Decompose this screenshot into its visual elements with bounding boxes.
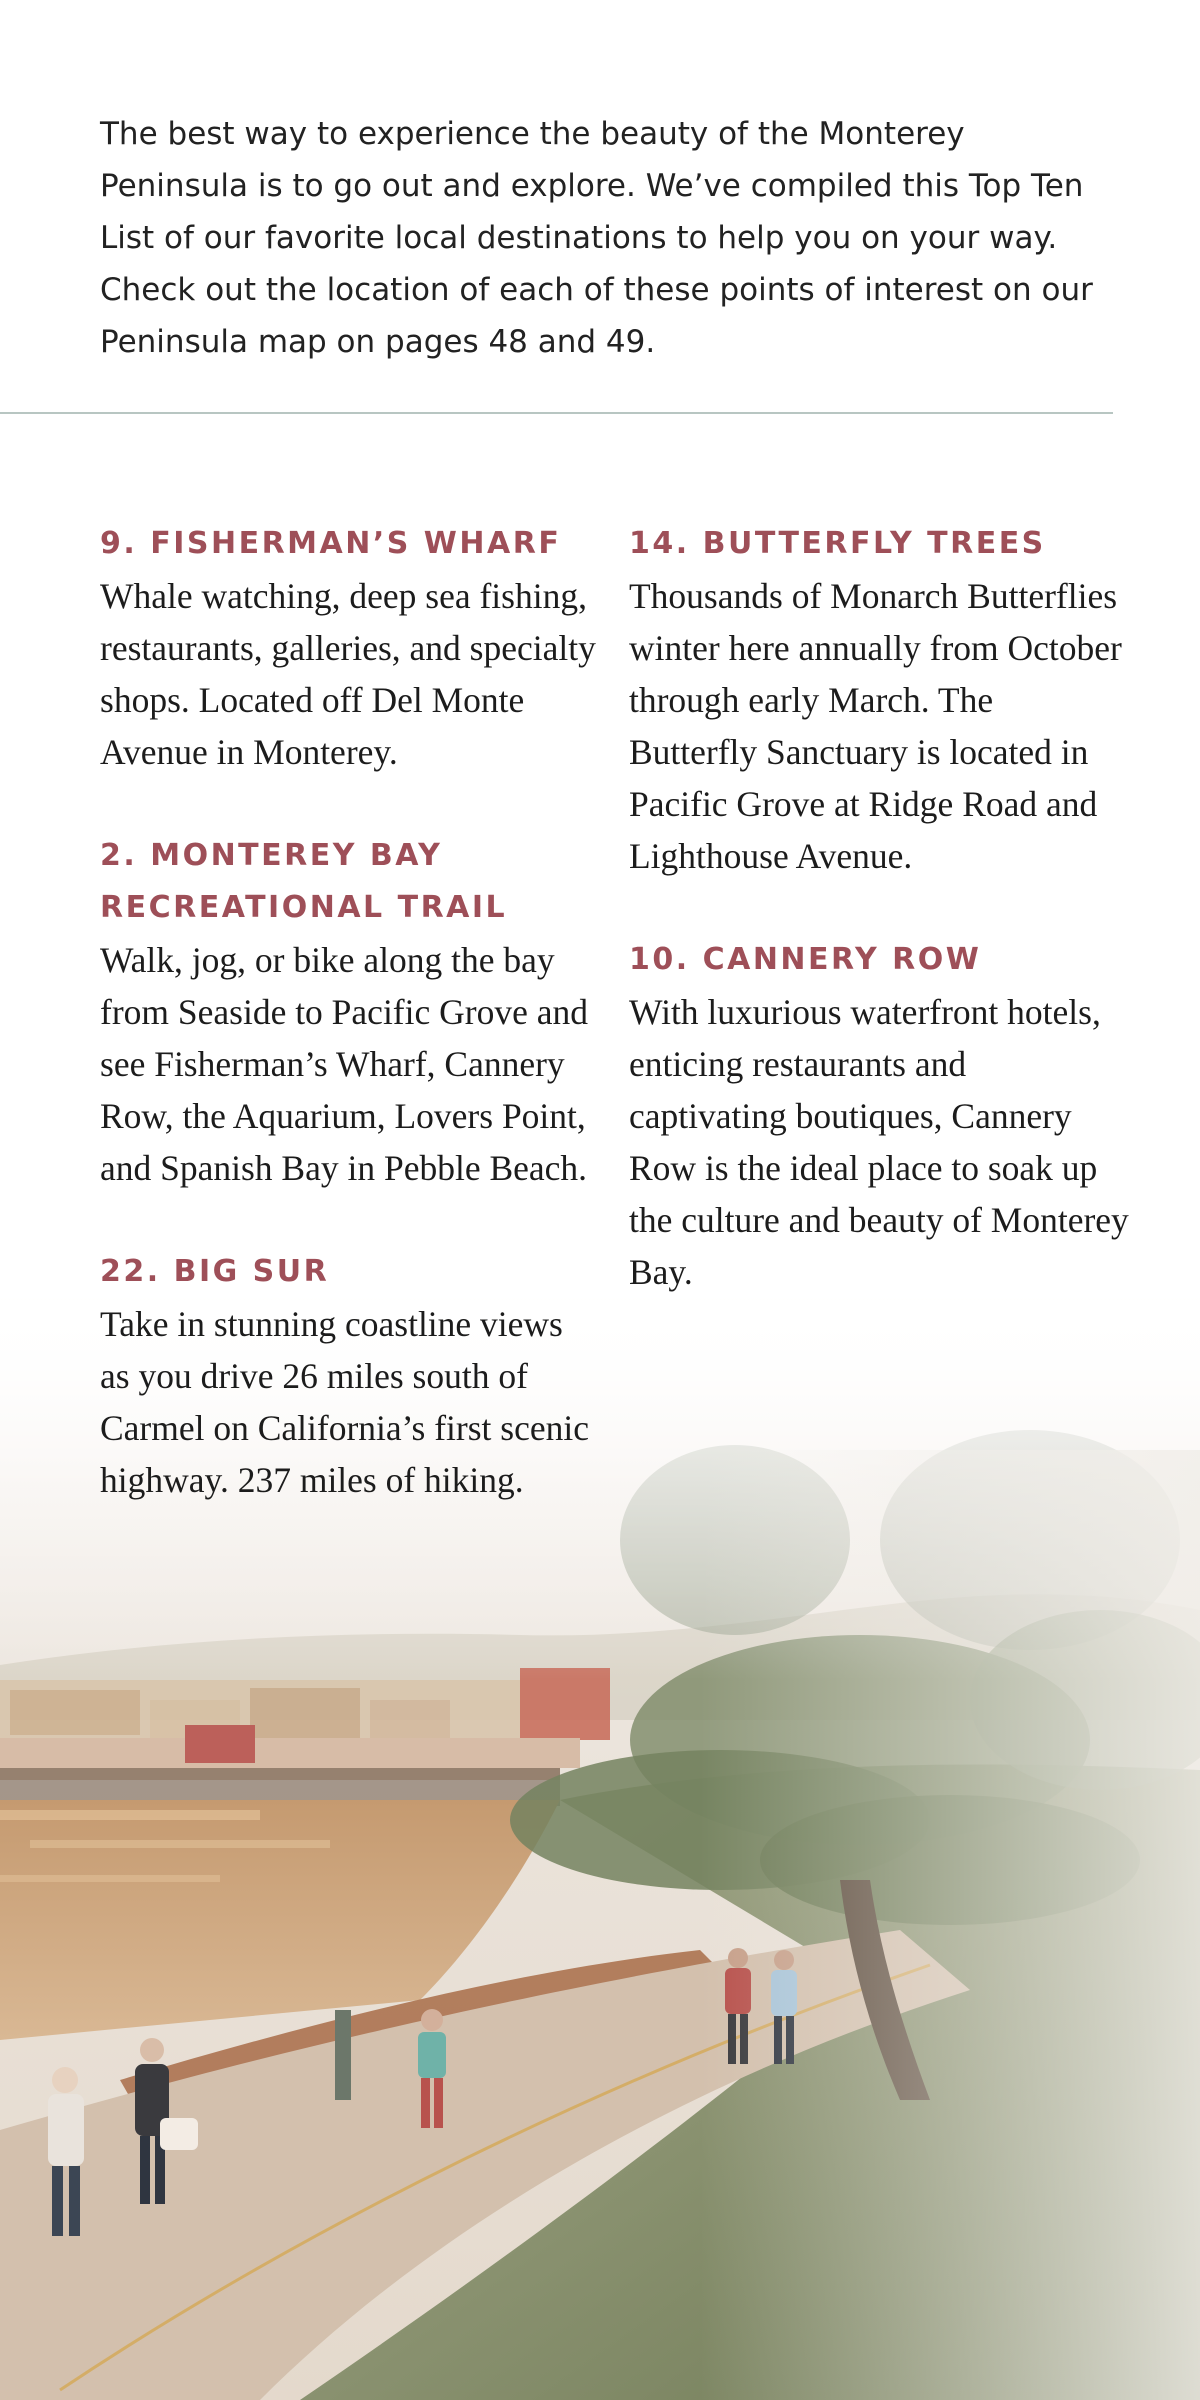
destination-title: 2. MONTEREY BAY RECREATIONAL TRAIL xyxy=(100,838,508,925)
destination-item xyxy=(629,518,1129,882)
intro-paragraph: The best way to experience the beauty of the Monterey Peninsula is to go out and explore. We’ve compiled this Top Ten List of our favorite local destinations to help you on your way. Check out the location of each of these points of interest on our Peninsula map on pages 48 and 49. xyxy=(100,116,1093,360)
destination-item xyxy=(100,830,600,1194)
destination-description: Walk, jog, or bike along the bay from Seaside to Pacific Grove and see Fisherman’s Wharf, Cannery Row, the Aquarium, Lovers Point, and Spanish Bay in Pebble Beach. xyxy=(100,940,588,1188)
destination-title: 22. BIG SUR xyxy=(100,1254,330,1289)
destination-description: Take in stunning coastline views as you drive 26 miles south of Carmel on California’s first scenic highway. 237 miles of hiking. xyxy=(100,1304,589,1500)
destination-item xyxy=(100,1246,600,1506)
right-column xyxy=(629,518,1129,1350)
destination-description: Thousands of Monarch Butterflies winter here annually from October through early March. The Butterfly Sanctuary is located in Pacific Grove at Ridge Road and Lighthouse Avenue. xyxy=(629,576,1122,876)
section-divider xyxy=(0,412,1113,414)
harbor-buildings xyxy=(0,1668,610,1806)
destination-description: With luxurious waterfront hotels, enticing restaurants and captivating boutiques, Cannery Row is the ideal place to soak up the culture and beauty of Monterey Bay. xyxy=(629,992,1129,1292)
left-column xyxy=(100,518,600,1558)
destination-title: 10. CANNERY ROW xyxy=(629,942,982,977)
destination-description: Whale watching, deep sea fishing, restaurants, galleries, and specialty shops. Located off Del Monte Avenue in Monterey. xyxy=(100,576,596,772)
destination-title: 14. BUTTERFLY TREES xyxy=(629,526,1046,561)
destination-title: 9. FISHERMAN’S WHARF xyxy=(100,526,562,561)
destination-item xyxy=(100,518,600,778)
destination-item xyxy=(629,934,1129,1298)
